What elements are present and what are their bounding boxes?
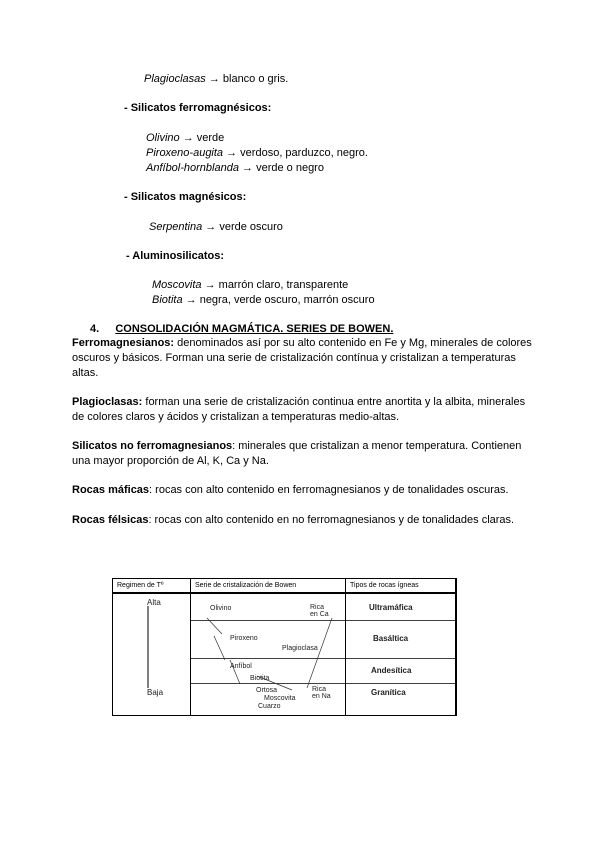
paragraph-label: Rocas félsicas (72, 514, 149, 526)
paragraph-label: Plagioclasas: (72, 396, 143, 408)
paragraph-text: : rocas con alto contenido en ferromagnesianos y de tonalidades oscuras. (149, 484, 509, 496)
piroxeno-label: Piroxeno (230, 635, 258, 642)
mineral-desc: → marrón claro, transparente (204, 279, 349, 291)
paragraph-label: Rocas máficas (72, 484, 150, 496)
olivino-label: Olivino (210, 605, 232, 612)
mineral-desc: → verde (182, 132, 225, 144)
mineral-desc: → blanco o gris. (208, 73, 289, 85)
section-title: CONSOLIDACIÓN MAGMÁTICA. SERIES DE BOWEN. (115, 323, 394, 335)
mineral-desc: → verde oscuro (205, 221, 283, 233)
ferromagnesicos-heading: - Silicatos ferromagnésicos: (124, 102, 272, 114)
paragraph-ferromagnesianos (72, 336, 532, 381)
list-item (152, 278, 348, 292)
paragraph-no-ferromagnesianos (72, 439, 532, 469)
mineral-name: Plagioclasas (144, 73, 206, 85)
section-number: 4. (90, 323, 100, 335)
plagioclasa-label: Plagioclasa (282, 645, 318, 652)
mineral-name: Anfíbol-hornblanda (146, 162, 239, 174)
bowen-diagram (112, 578, 456, 716)
table-header: Serie de cristalización de Bowen (191, 579, 346, 594)
temp-low-label: Baja (147, 688, 164, 697)
paragraph-label: Ferromagnesianos: (72, 337, 175, 349)
list-item (152, 293, 375, 307)
rock-type-ultramafica: Ultramáfica (369, 603, 413, 612)
list-item (146, 161, 324, 175)
biotita-label: Biotita (250, 675, 270, 682)
mineral-desc: → verde o negro (242, 162, 324, 174)
ortosa-label: Ortosa (256, 687, 278, 694)
mineral-name: Biotita (152, 294, 183, 306)
paragraph-text: forman una serie de cristalización continua entre anortita y la albita, minerales de colores claros y ácidos y cristalizan a temperaturas medio-altas. (72, 396, 526, 423)
paragraph-text: : minerales que cristalizan a menor temperatura. Contienen una mayor proporción de Al, K, Ca y Na. (72, 440, 522, 467)
paragraph-text: : rocas con alto contenido en no ferromagnesianos y de tonalidades claras. (148, 514, 515, 526)
mineral-desc: → negra, verde oscuro, marrón oscuro (185, 294, 375, 306)
plagioclasas-line (144, 72, 288, 86)
cuarzo-label: Cuarzo (258, 703, 281, 710)
mineral-name: Serpentina (149, 221, 203, 233)
rock-type-andesitica: Andesítica (371, 666, 412, 675)
paragraph-label: Silicatos no ferromagnesianos (72, 440, 233, 452)
mineral-desc: → verdoso, parduzco, negro. (226, 147, 368, 159)
anfibol-label: Anfíbol (230, 663, 252, 670)
table-header: Tipos de rocas ígneas (346, 579, 457, 594)
mineral-name: Piroxeno-augita (146, 147, 224, 159)
rock-type-granitica: Granítica (371, 688, 406, 697)
list-item (149, 220, 283, 234)
section-heading (90, 322, 393, 336)
magnesicos-heading: - Silicatos magnésicos: (124, 191, 247, 203)
paragraph-rocas-maficas (72, 483, 532, 498)
mineral-name: Moscovita (152, 279, 202, 291)
moscovita-label: Moscovita (264, 695, 296, 702)
rica-ca-label: Rica en Ca (310, 604, 329, 618)
paragraph-plagioclasas (72, 395, 532, 425)
list-item (146, 146, 368, 160)
paragraph-text: denominados así por su alto contenido en Fe y Mg, minerales de colores oscuros y básicos. Forman una serie de cristalización contínua y cristalizan a temperaturas altas. (72, 337, 532, 379)
paragraph-rocas-felsicas (72, 513, 532, 528)
mineral-name: Olivino (146, 132, 180, 144)
table-header: Regimen de Tº (113, 579, 191, 594)
rica-na-label: Rica en Na (312, 686, 331, 700)
aluminosilicatos-heading: - Aluminosilicatos: (126, 250, 224, 262)
temp-high-label: Alta (147, 598, 161, 607)
list-item (146, 131, 224, 145)
rock-type-basaltica: Basáltica (373, 634, 409, 643)
